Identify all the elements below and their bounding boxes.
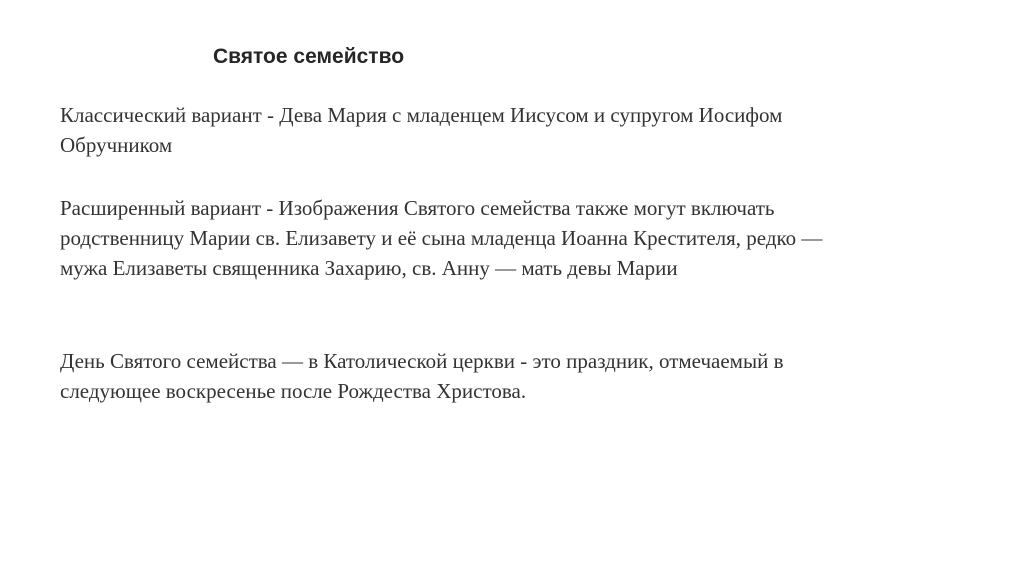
text-line: День Святого семейства — в Католической церкви - это праздник, отмечаемый в (60, 349, 784, 373)
paragraph-classic-variant (60, 100, 990, 160)
text-line: Классический вариант - Дева Мария с младенцем Иисусом и супругом Иосифом (60, 103, 783, 127)
text-line: родственницу Марии св. Елизавету и её сына младенца Иоанна Крестителя, редко — (60, 226, 823, 250)
text-line: Обручником (60, 133, 173, 157)
text-line: мужа Елизаветы священника Захарию, св. Анну — мать девы Марии (60, 256, 678, 280)
paragraph-feast-day (60, 346, 990, 406)
paragraph-extended-variant (60, 193, 990, 283)
text-line: следующее воскресенье после Рождества Христова. (60, 379, 527, 403)
text-line: Расширенный вариант - Изображения Святого семейства также могут включать (60, 196, 775, 220)
slide-title: Святое семейство (213, 45, 405, 68)
